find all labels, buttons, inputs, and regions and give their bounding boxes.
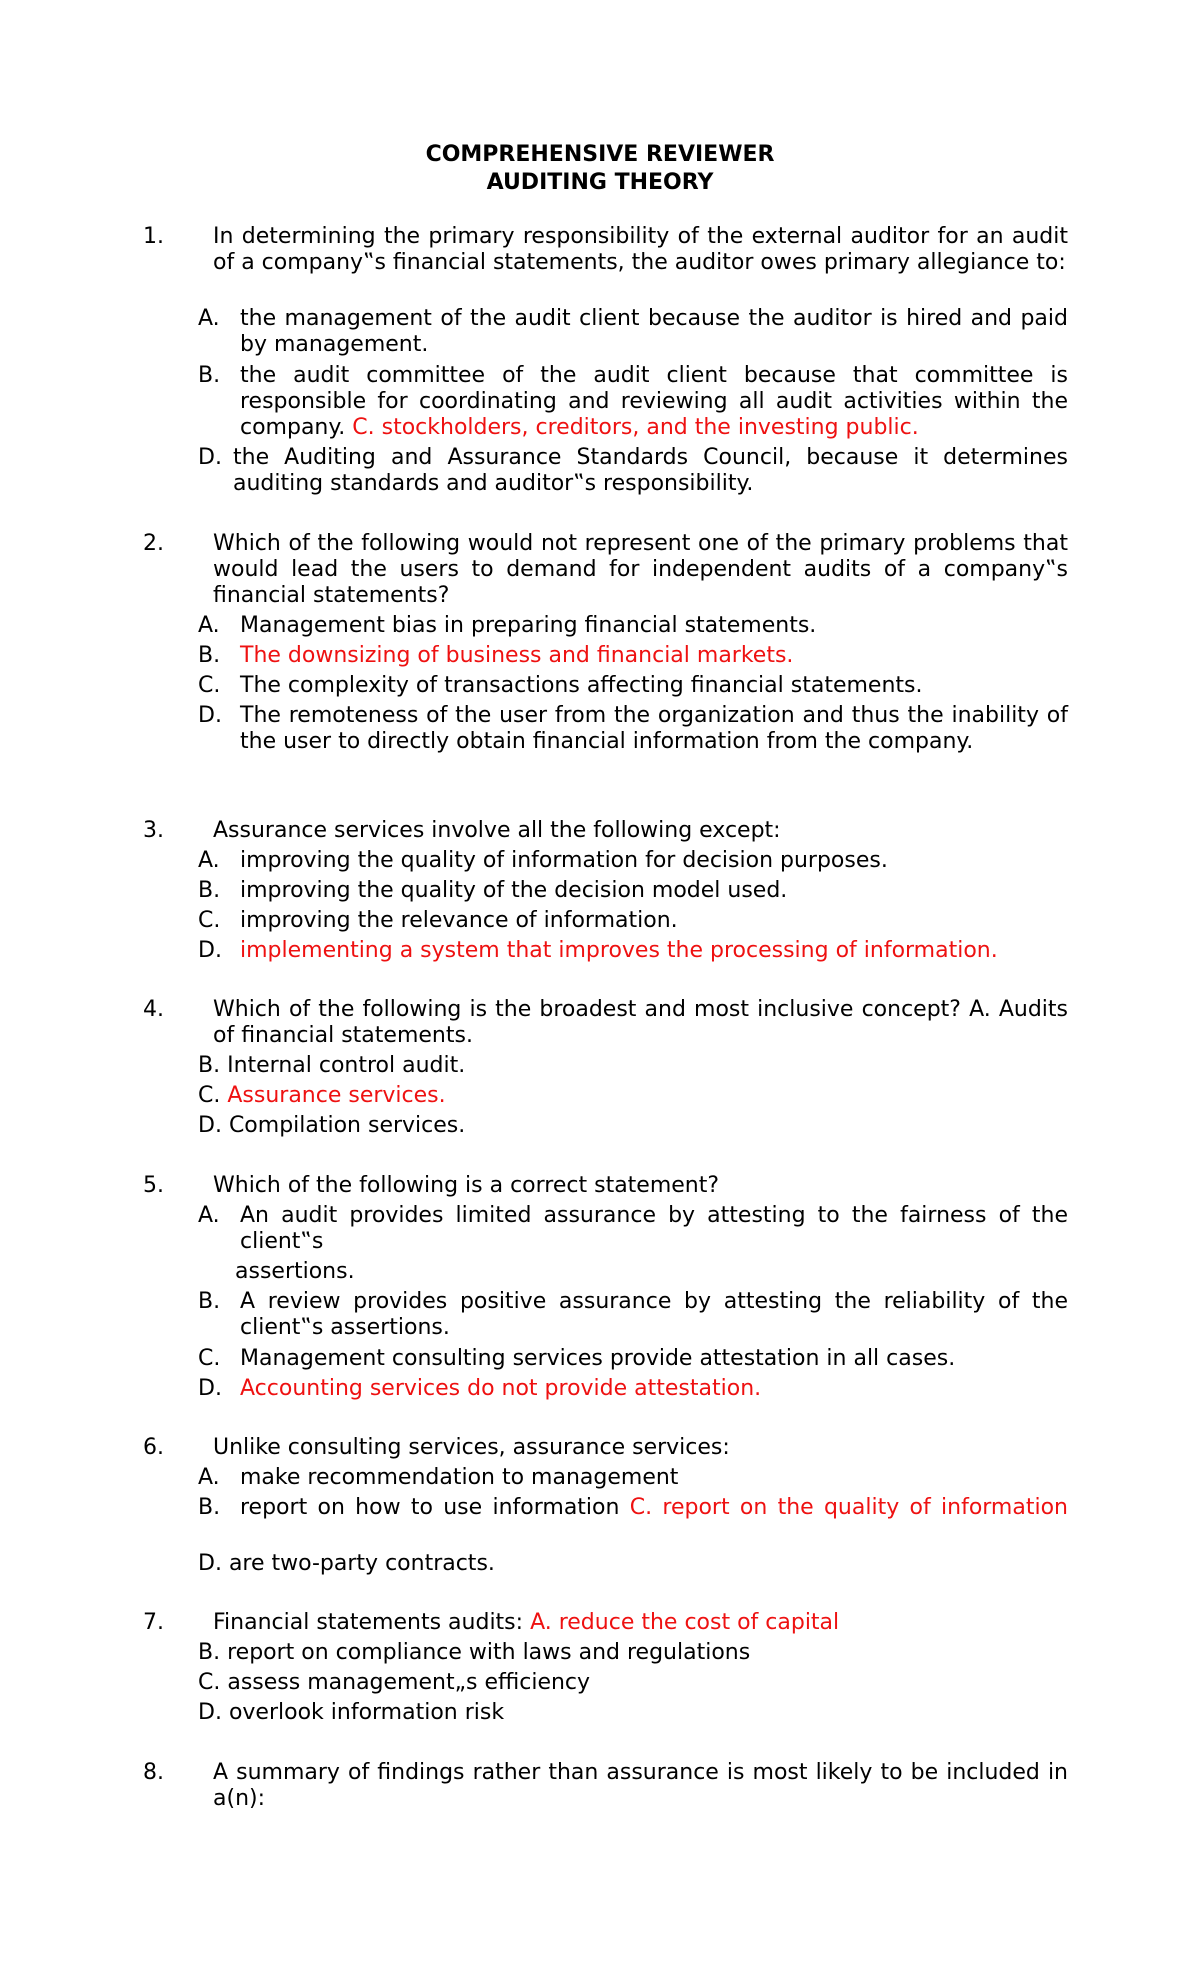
option-label: A.: [198, 1465, 220, 1490]
option-label: B.: [198, 878, 221, 903]
option-c: [198, 673, 1068, 699]
option-b: [198, 363, 1068, 441]
option-label: B.: [198, 1495, 221, 1520]
question-text: Assurance services involve all the following except:: [213, 818, 781, 843]
option-label: B.: [198, 1289, 221, 1314]
option-label: C.: [198, 1346, 221, 1371]
option-b: [198, 643, 1068, 669]
option-a: [198, 848, 1068, 874]
option-text: assess management„s efficiency: [227, 1670, 591, 1695]
option-d: [198, 1551, 495, 1577]
option-text: are two-party contracts.: [228, 1551, 495, 1576]
option-a: [198, 613, 1068, 639]
option-c: [198, 1083, 446, 1109]
option-b: [198, 1495, 1068, 1521]
correct-answer: C. report on the quality of information: [629, 1495, 1068, 1520]
option-label: B.: [198, 363, 221, 388]
option-label: D.: [198, 938, 222, 963]
page-subtitle: AUDITING THEORY: [486, 170, 714, 195]
option-label: D.: [198, 445, 222, 470]
option-c: [198, 1670, 590, 1696]
correct-answer: C. stockholders, creditors, and the investing public.: [352, 415, 919, 440]
question-number: 6.: [143, 1435, 164, 1460]
option-label: B.: [198, 1053, 221, 1078]
option-d: [198, 1113, 465, 1139]
option-text: the audit committee of the audit client because that committee is responsible for coordinating and reviewing all audit activities within the company.: [240, 363, 1068, 440]
option-c: [198, 1346, 1068, 1372]
option-label: D.: [198, 1551, 222, 1576]
option-text: make recommendation to management: [240, 1465, 679, 1490]
option-b: [198, 1289, 1068, 1341]
question-text: Which of the following is a correct statement?: [213, 1173, 720, 1198]
option-d: [198, 445, 1068, 497]
option-text: overlook information risk: [228, 1700, 505, 1725]
question-text: A summary of findings rather than assurance is most likely to be included in a(n):: [213, 1760, 1068, 1811]
correct-answer: A. reduce the cost of capital: [530, 1610, 840, 1635]
option-text: improving the quality of the decision model used.: [240, 878, 788, 903]
question-number: 3.: [143, 818, 164, 843]
option-b: [198, 1053, 465, 1079]
option-label: D.: [198, 703, 222, 728]
option-text: A review provides positive assurance by attesting the reliability of the client‟s assertions.: [240, 1289, 1068, 1340]
option-d: [198, 1376, 1068, 1402]
option-text: The complexity of transactions affecting financial statements.: [240, 673, 923, 698]
option-label: D.: [198, 1376, 222, 1401]
option-text: the management of the audit client because the auditor is hired and paid by management.: [240, 306, 1068, 357]
option-c: [198, 908, 1068, 934]
option-label: C.: [198, 1083, 221, 1108]
option-d: [198, 703, 1068, 755]
question-number: 4.: [143, 997, 164, 1022]
option-text: Internal control audit.: [227, 1053, 466, 1078]
option-text: improving the quality of information for decision purposes.: [240, 848, 888, 873]
page-title: COMPREHENSIVE REVIEWER: [425, 142, 775, 167]
option-text: the Auditing and Assurance Standards Council, because it determines auditing standards and auditor‟s responsibility.: [233, 445, 1068, 496]
question-text-line: [213, 1610, 1068, 1636]
option-b: [198, 1640, 750, 1666]
option-text: report on how to use information: [240, 1495, 620, 1520]
question-text: In determining the primary responsibility of the external auditor for an audit of a company‟s financial statements, the auditor owes primary allegiance to:: [213, 224, 1068, 275]
option-a-continuation: assertions.: [235, 1259, 355, 1284]
option-label: A.: [198, 613, 220, 638]
option-text: The remoteness of the user from the organization and thus the inability of the user to directly obtain financial information from the company.: [240, 703, 1068, 754]
option-text: Management bias in preparing financial statements.: [240, 613, 817, 638]
option-a: [198, 1203, 1068, 1255]
question-text: Which of the following is the broadest and most inclusive concept? A. Audits of financial statements.: [213, 997, 1068, 1048]
option-d: [198, 1700, 504, 1726]
option-b: [198, 878, 1068, 904]
correct-answer: Assurance services.: [227, 1083, 446, 1108]
correct-answer: implementing a system that improves the processing of information.: [240, 938, 998, 963]
question-number: 2.: [143, 531, 164, 556]
question-text: Which of the following would not represent one of the primary problems that would lead the users to demand for independent audits of a company‟s financial statements?: [213, 531, 1068, 608]
question-number: 5.: [143, 1173, 164, 1198]
option-text: Compilation services.: [228, 1113, 466, 1138]
question-text: Unlike consulting services, assurance services:: [213, 1435, 730, 1460]
option-a: [198, 306, 1068, 358]
question-text: Financial statements audits:: [213, 1610, 524, 1635]
option-text: Management consulting services provide attestation in all cases.: [240, 1346, 956, 1371]
option-label: A.: [198, 848, 220, 873]
option-label: C.: [198, 673, 221, 698]
correct-answer: Accounting services do not provide attestation.: [240, 1376, 762, 1401]
option-label: A.: [198, 1203, 220, 1228]
option-a: [198, 1465, 1068, 1491]
option-label: D.: [198, 1700, 222, 1725]
option-d: [198, 938, 1068, 964]
option-label: D.: [198, 1113, 222, 1138]
option-label: C.: [198, 908, 221, 933]
question-number: 7.: [143, 1610, 164, 1635]
option-text: An audit provides limited assurance by attesting to the fairness of the client‟s: [240, 1203, 1068, 1254]
option-label: C.: [198, 1670, 221, 1695]
option-label: A.: [198, 306, 220, 331]
question-number: 8.: [143, 1760, 164, 1785]
question-number: 1.: [143, 224, 164, 249]
option-label: B.: [198, 643, 221, 668]
option-text: improving the relevance of information.: [240, 908, 678, 933]
option-text: report on compliance with laws and regulations: [227, 1640, 751, 1665]
correct-answer: The downsizing of business and financial markets.: [240, 643, 794, 668]
option-label: B.: [198, 1640, 221, 1665]
